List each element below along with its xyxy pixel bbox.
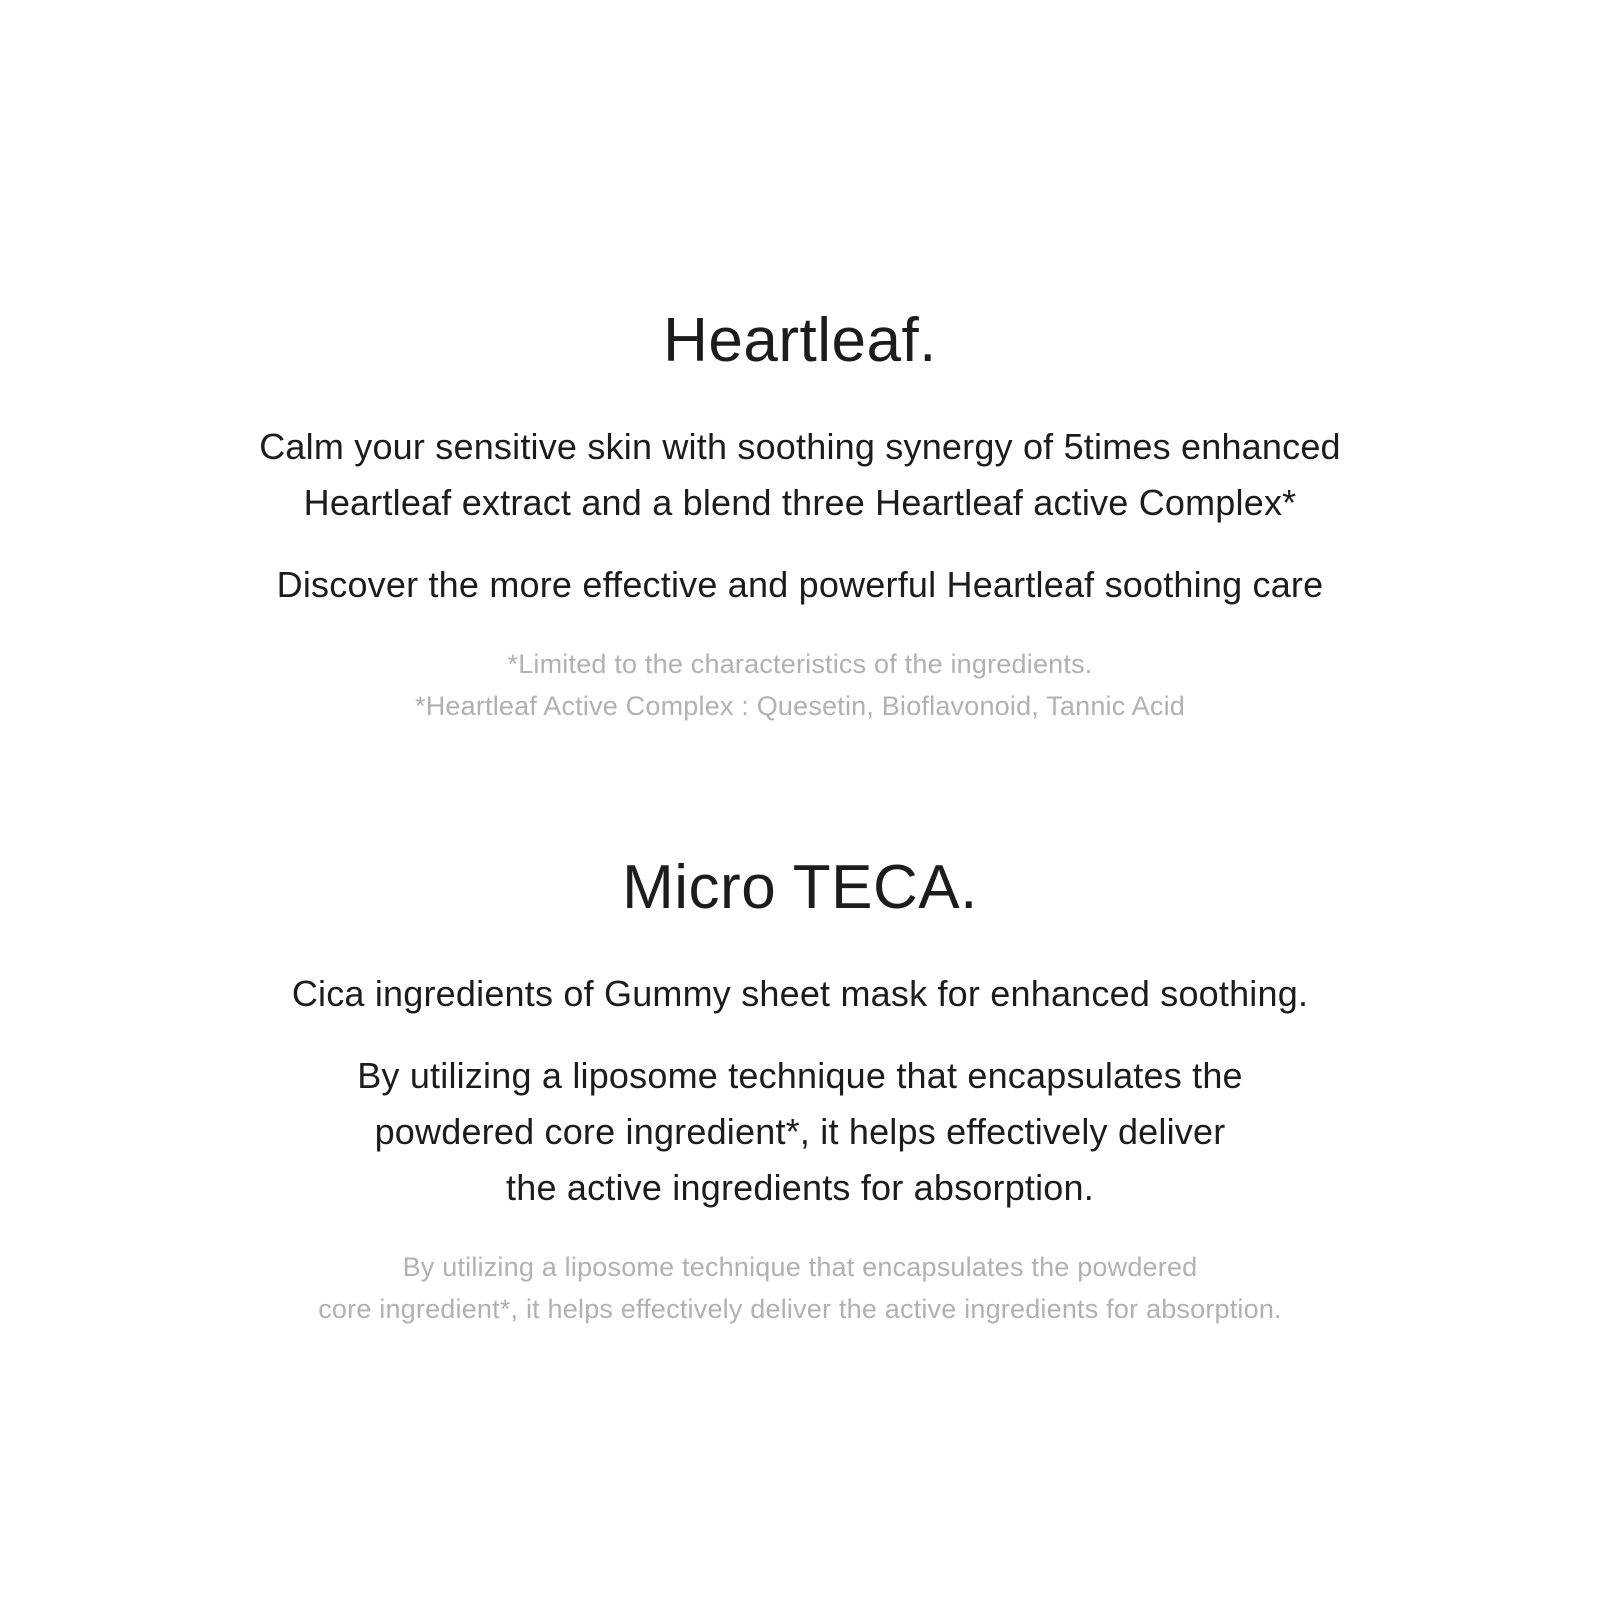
footnote-line: *Heartleaf Active Complex : Quesetin, Bioflavonoid, Tannic Acid — [414, 691, 1185, 722]
body-line: the active ingredients for absorption. — [506, 1167, 1094, 1209]
micro-teca-section-title: Micro TECA. — [622, 853, 978, 923]
footnote-line: *Limited to the characteristics of the ingredients. — [507, 649, 1093, 680]
heartleaf-footnote — [415, 643, 1185, 727]
section-micro-teca — [0, 855, 1600, 1330]
body-line: Cica ingredients of Gummy sheet mask for enhanced soothing. — [291, 973, 1309, 1015]
body-line: powdered core ingredient*, it helps effectively deliver — [374, 1111, 1226, 1153]
body-line: Calm your sensitive skin with soothing synergy of 5times enhanced — [259, 426, 1341, 468]
body-line: By utilizing a liposome technique that encapsulates the — [357, 1055, 1243, 1097]
body-line: Heartleaf extract and a blend three Heartleaf active Complex* — [303, 482, 1297, 524]
heartleaf-discover-paragraph — [277, 557, 1324, 613]
footnote-line: core ingredient*, it helps effectively deliver the active ingredients for absorption. — [318, 1294, 1282, 1325]
heartleaf-section-title: Heartleaf. — [663, 306, 937, 375]
micro-teca-detail-paragraph — [357, 1048, 1243, 1216]
footnote-line: By utilizing a liposome technique that encapsulates the powdered — [402, 1252, 1198, 1283]
body-line: Discover the more effective and powerful Heartleaf soothing care — [276, 564, 1324, 606]
section-heartleaf — [0, 308, 1600, 727]
micro-teca-intro-paragraph — [292, 966, 1308, 1022]
heartleaf-intro-paragraph — [259, 419, 1341, 531]
micro-teca-footnote — [318, 1246, 1282, 1330]
